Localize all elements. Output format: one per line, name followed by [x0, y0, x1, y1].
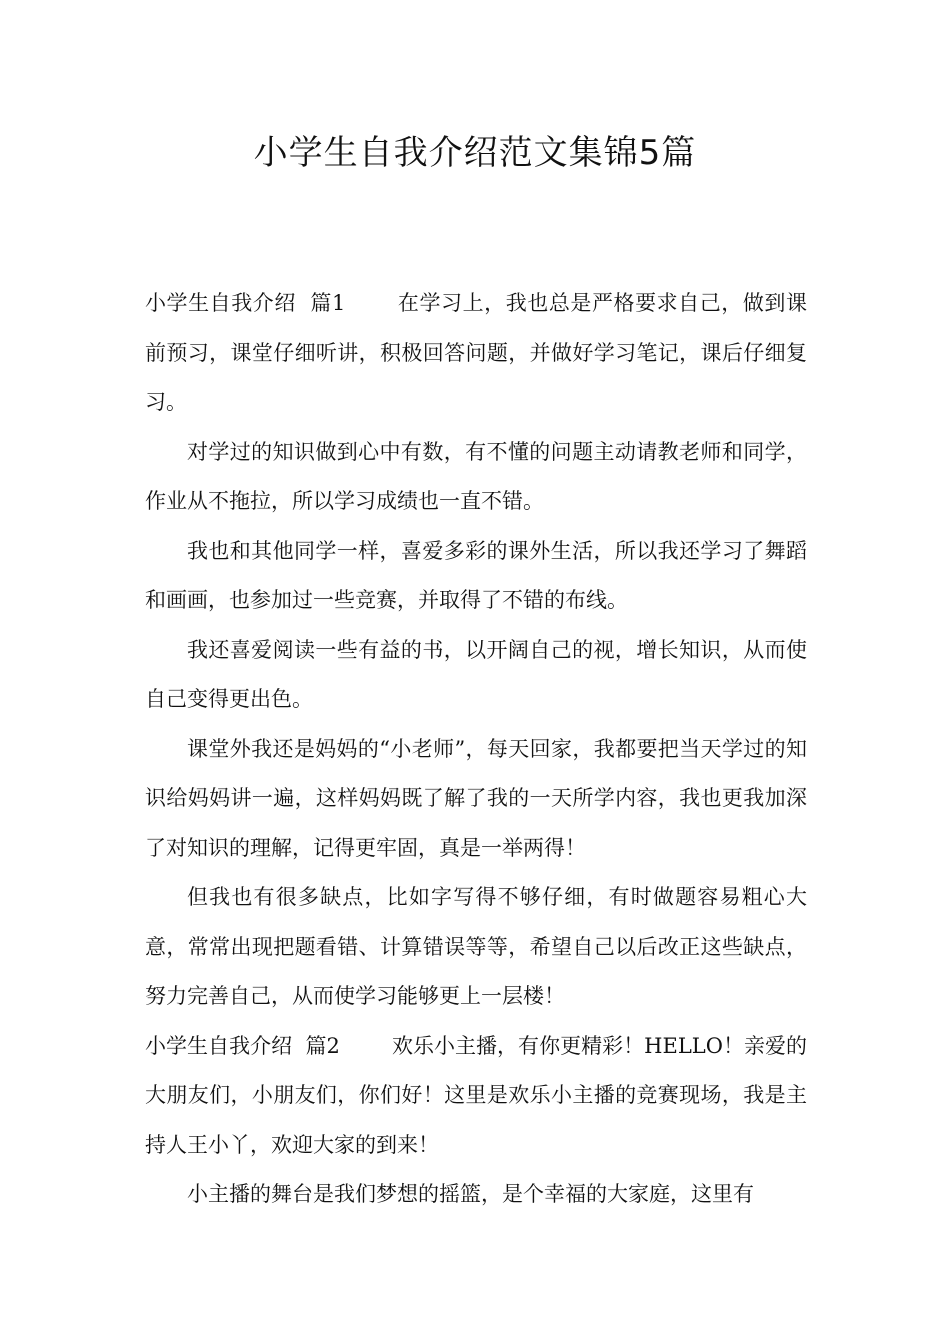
paragraph: 课堂外我还是妈妈的“小老师”，每天回家，我都要把当天学过的知识给妈妈讲一遍，这样妈妈既了解了我的一天所学内容，我也更我加深了对知识的理解，记得更牢固，真是一举两得！ [145, 736, 807, 860]
section-1-opening [145, 279, 807, 428]
section-heading: 小学生自我介绍 篇1 [145, 291, 346, 315]
section-lead-text: 在学习上，我也总是严格要求自己，做到课前预习，课堂仔细听讲，积极回答问题，并做好学习笔记，课后仔细复习。 [145, 291, 807, 414]
paragraph: 我也和其他同学一样，喜爱多彩的课外生活，所以我还学习了舞蹈和画画，也参加过一些竞赛，并取得了不错的布线。 [145, 538, 807, 612]
document-title: 小学生自我介绍范文集锦5篇 [253, 133, 697, 173]
section-2-opening [145, 1022, 807, 1171]
section-heading: 小学生自我介绍 篇2 [145, 1033, 340, 1058]
paragraph: 我还喜爱阅读一些有益的书，以开阔自己的视，增长知识，从而使自己变得更出色。 [145, 637, 807, 711]
paragraph: 小主播的舞台是我们梦想的摇篮，是个幸福的大家庭，这里有 [187, 1182, 754, 1206]
document-body [145, 279, 807, 1220]
section-lead-text: 欢乐小主播，有你更精彩！HELLO！亲爱的大朋友们，小朋友们，你们好！这里是欢乐小主播的竞赛现场，我是主持人王小丫，欢迎大家的到来！ [145, 1033, 808, 1157]
paragraph: 但我也有很多缺点，比如字写得不够仔细，有时做题容易粗心大意，常常出现把题看错、计算错误等等，希望自己以后改正这些缺点，努力完善自己，从而使学习能够更上一层楼！ [145, 885, 807, 1008]
paragraph: 对学过的知识做到心中有数，有不懂的问题主动请教老师和同学，作业从不拖拉，所以学习成绩也一直不错。 [145, 439, 807, 513]
